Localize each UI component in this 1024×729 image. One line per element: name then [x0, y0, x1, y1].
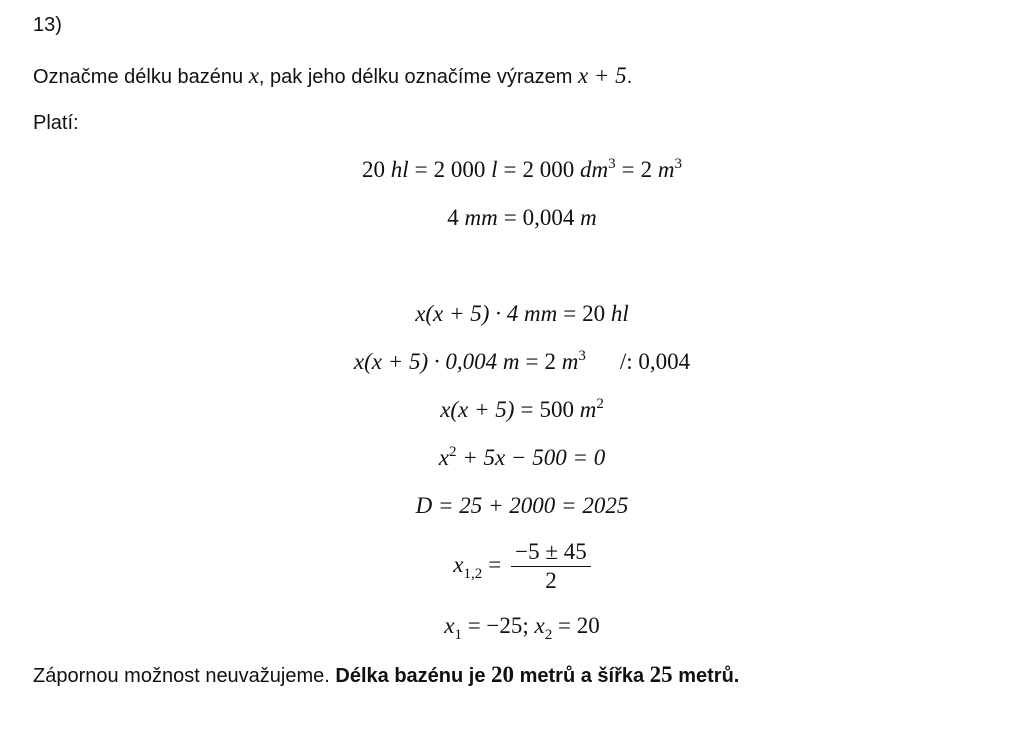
equation-roots-values: $x_1 = -25$; $x_2 = 20$ [444, 613, 600, 643]
intro-text-end: . [626, 66, 633, 88]
equation-quadratic: $x^2 + 5x - 500 = 0$ [438, 444, 606, 470]
intro-var-x: x [248, 63, 259, 88]
equation-area: x(x + 5) = 500 $m^2$ [440, 396, 604, 422]
fraction-numerator: −5 ± 45 [511, 538, 591, 567]
volume-equation: 20 hl = 2 000 l = 2 000 $dm^3 = 2$ $m^3$ [362, 156, 682, 182]
conclusion-plain: Zápornou možnost neuvažujeme. [33, 665, 336, 687]
intro-sentence [33, 62, 632, 90]
fraction-denominator: 2 [545, 568, 557, 593]
equation-volume-setup: x(x + 5) · 4 mm = 20 hl [415, 301, 629, 326]
equation-roots-formula: $x_{1,2}$ = $\frac{-5 \pm 45}{2}$ [0, 538, 1024, 595]
equation-discriminant: D = 25 + 2000 = 2025 [415, 493, 629, 518]
conclusion-bold: Délka bazénu je 20 metrů a šířka 25 metrů. [335, 662, 740, 687]
division-note: /: 0,004 [619, 349, 691, 374]
intro-text-before: Označme délku bazénu [33, 66, 249, 88]
problem-number: 13) [33, 14, 62, 36]
thickness-equation: 4 mm = 0,004 m [447, 205, 597, 230]
roots-fraction [511, 538, 591, 595]
equation-converted-units: x(x + 5) · 0,004 m = 2 $m^3$ /: 0,004 [353, 348, 691, 374]
intro-expression: x + 5 [577, 63, 627, 88]
conclusion-sentence [33, 661, 739, 689]
plati-label: Platí: [33, 112, 79, 134]
intro-text-middle: , pak jeho délku označíme výrazem [258, 66, 578, 88]
